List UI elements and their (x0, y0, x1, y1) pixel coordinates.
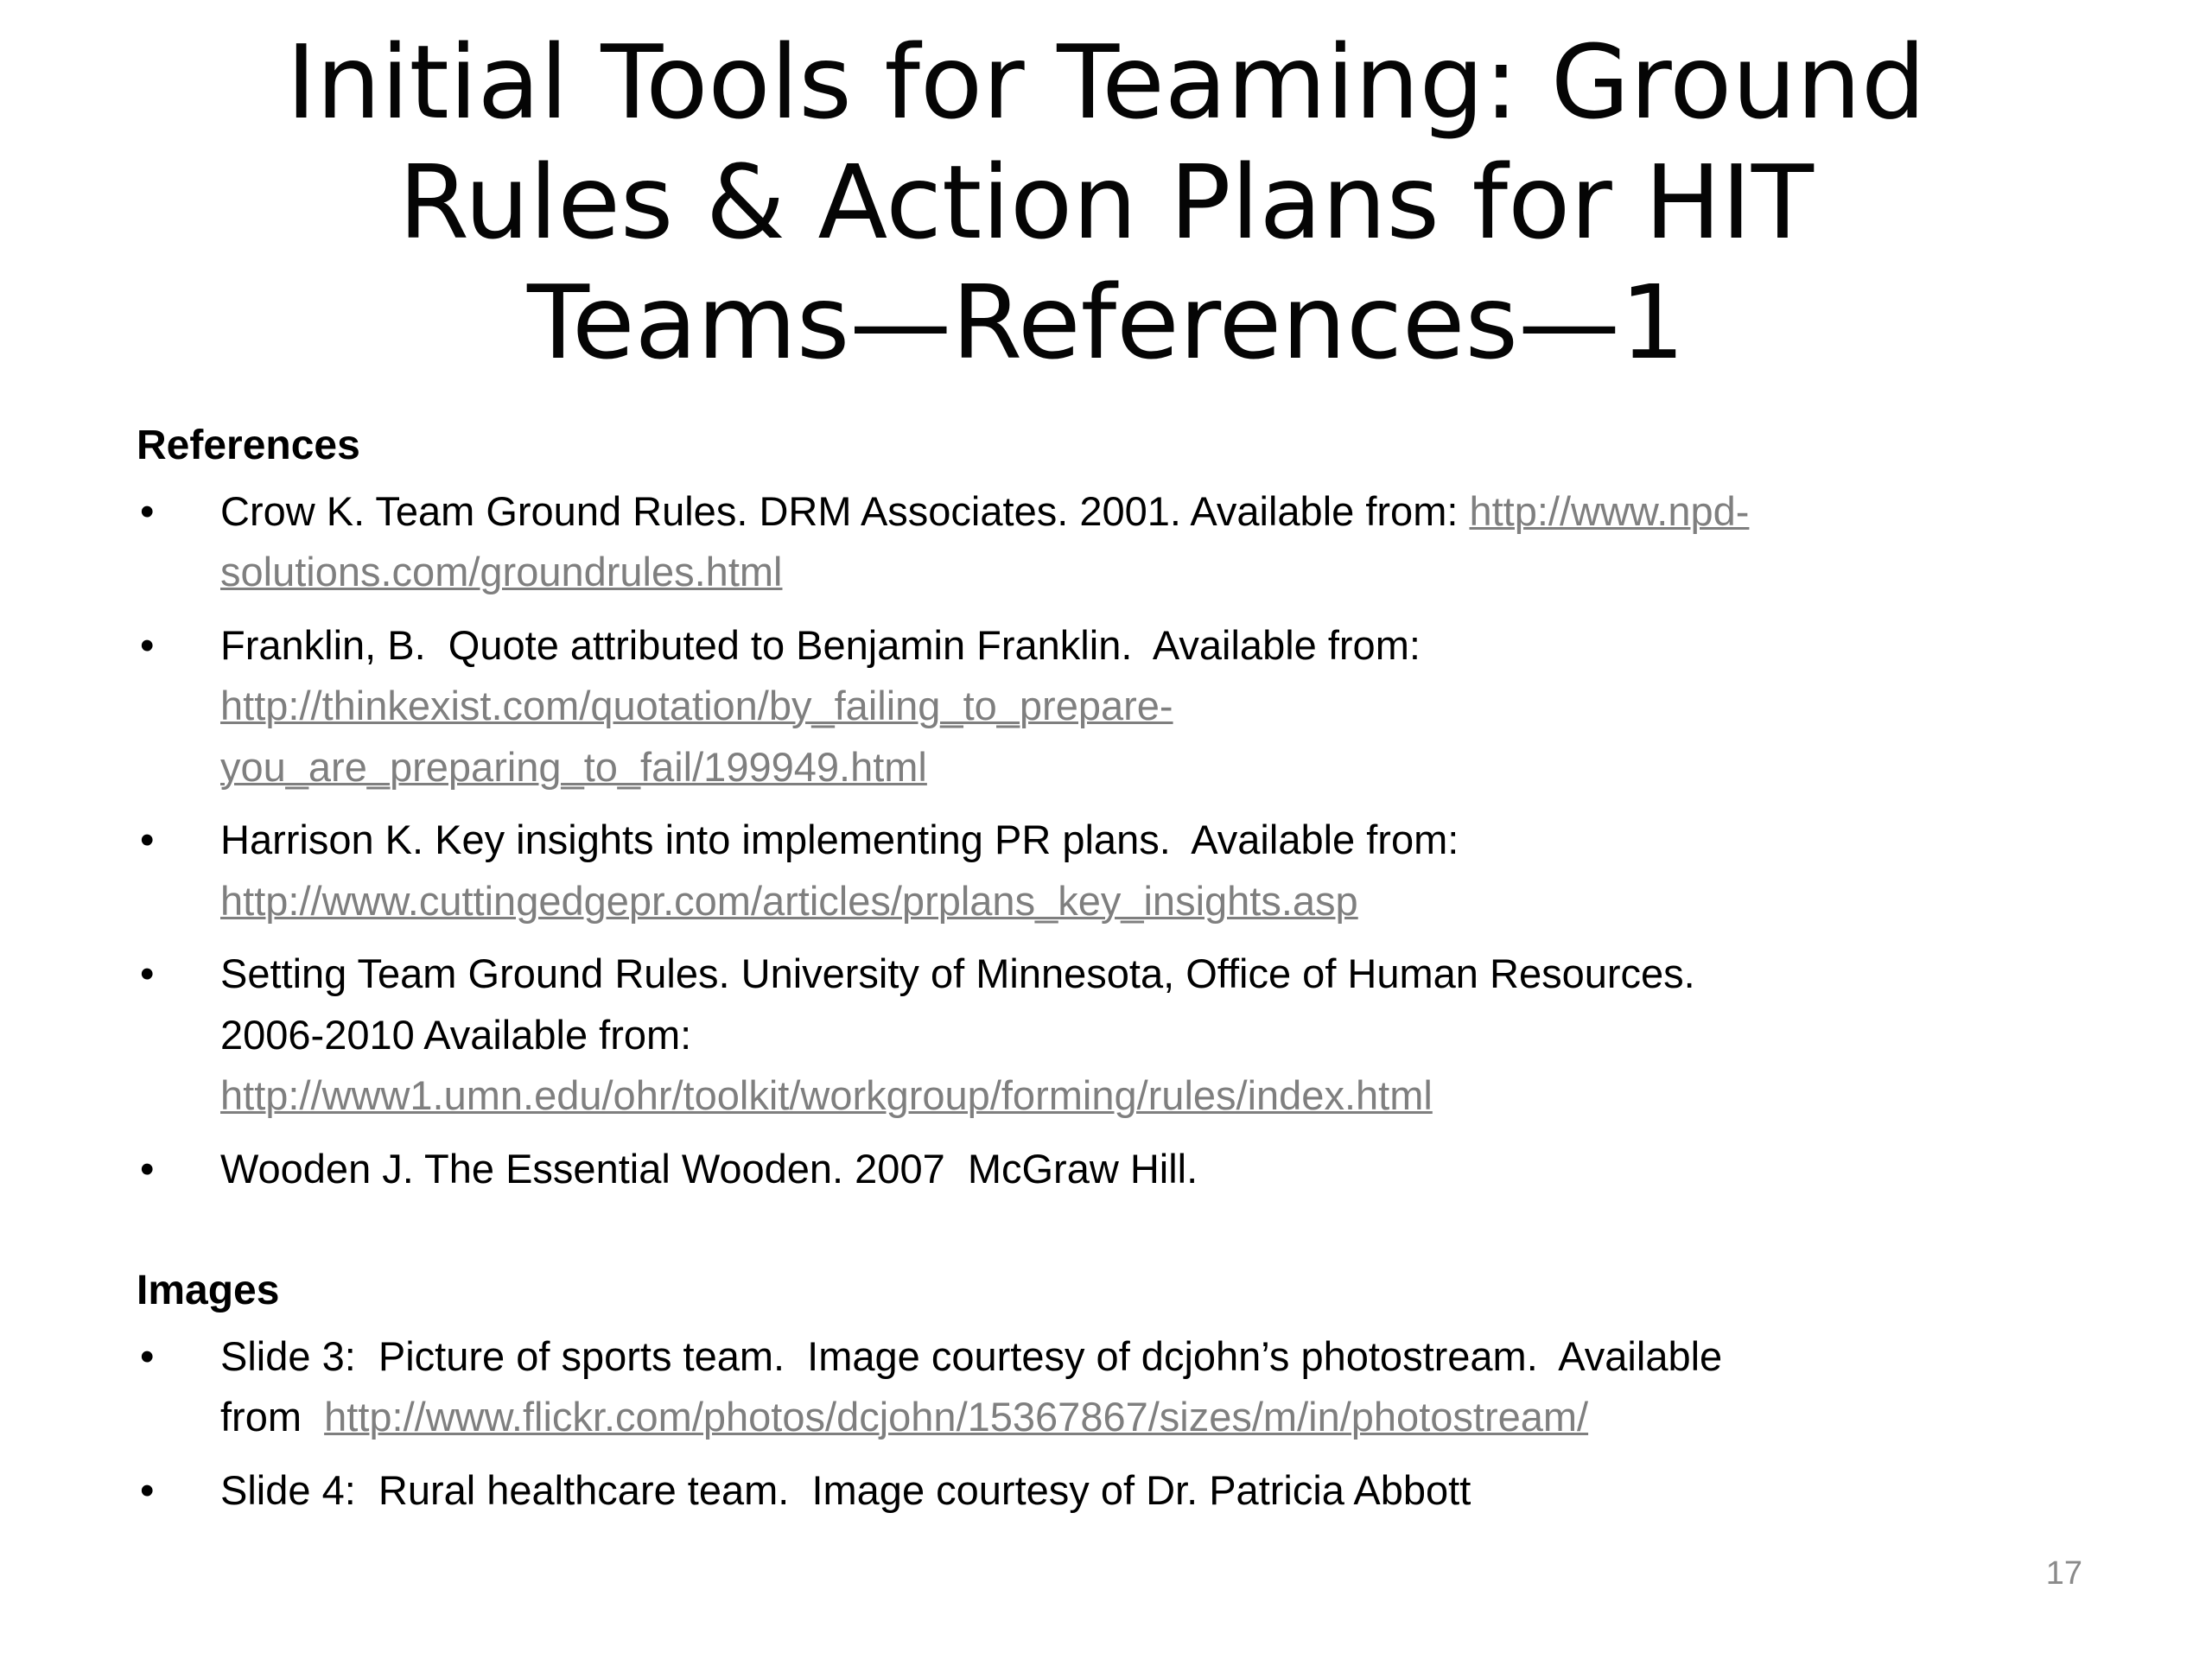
reference-link[interactable]: you_are_preparing_to_fail/199949.html (220, 743, 927, 790)
page-number: 17 (2045, 1555, 2082, 1592)
reference-item-crow (137, 481, 2091, 603)
reference-text: Harrison K. Key insights into implementing PR plans. Available from: (220, 817, 1459, 862)
reference-text: Franklin, B. Quote attributed to Benjamin Franklin. Available from: (220, 621, 1421, 668)
image-credit-item-slide4 (137, 1460, 2091, 1522)
slide-title-line-3: Teams—References—1 (526, 263, 1686, 383)
reference-link[interactable]: solutions.com/groundrules.html (220, 549, 783, 594)
reference-item-wooden (137, 1139, 2091, 1200)
slide-title-line-2: Rules & Action Plans for HIT (398, 143, 1814, 263)
reference-item-harrison (137, 810, 2091, 931)
reference-link[interactable]: http://thinkexist.com/quotation/by_failing_to_prepare- (220, 683, 1173, 728)
reference-link[interactable]: http://www.cuttingedgepr.com/articles/prplans_key_insights.asp (220, 877, 1358, 924)
image-credit-link[interactable]: http://www.flickr.com/photos/dcjohn/15367867/sizes/m/in/photostream/ (324, 1394, 1589, 1440)
slide-title-line-1: Initial Tools for Teaming: Ground (286, 22, 1926, 142)
slide-body (137, 423, 2091, 1522)
reference-text: 2006-2010 Available from: (220, 1011, 692, 1058)
image-credit-text: Slide 3: Picture of sports team. Image courtesy of dcjohn’s photostream. Available (220, 1332, 1723, 1379)
reference-item-franklin (137, 615, 2091, 798)
reference-link[interactable]: http://www1.umn.edu/ohr/toolkit/workgroup/forming/rules/index.html (220, 1072, 1433, 1118)
reference-text: Wooden J. The Essential Wooden. 2007 McGraw Hill. (220, 1145, 1198, 1192)
images-heading: Images (137, 1268, 280, 1313)
image-credit-text: Slide 4: Rural healthcare team. Image courtesy of Dr. Patricia Abbott (220, 1466, 1471, 1513)
slide-title (0, 0, 2212, 384)
image-credit-text: from (220, 1394, 325, 1440)
reference-text: Crow K. Team Ground Rules. DRM Associates. 2001. Available from: (220, 487, 1470, 534)
image-credit-item-slide3 (137, 1326, 2091, 1448)
references-list (137, 481, 2091, 1200)
reference-item-umn (137, 944, 2091, 1127)
reference-text: Setting Team Ground Rules. University of Minnesota, Office of Human Resources. (220, 950, 1695, 996)
references-heading: References (137, 422, 360, 468)
images-list (137, 1326, 2091, 1522)
reference-link[interactable]: http://www.npd- (1469, 487, 1750, 534)
